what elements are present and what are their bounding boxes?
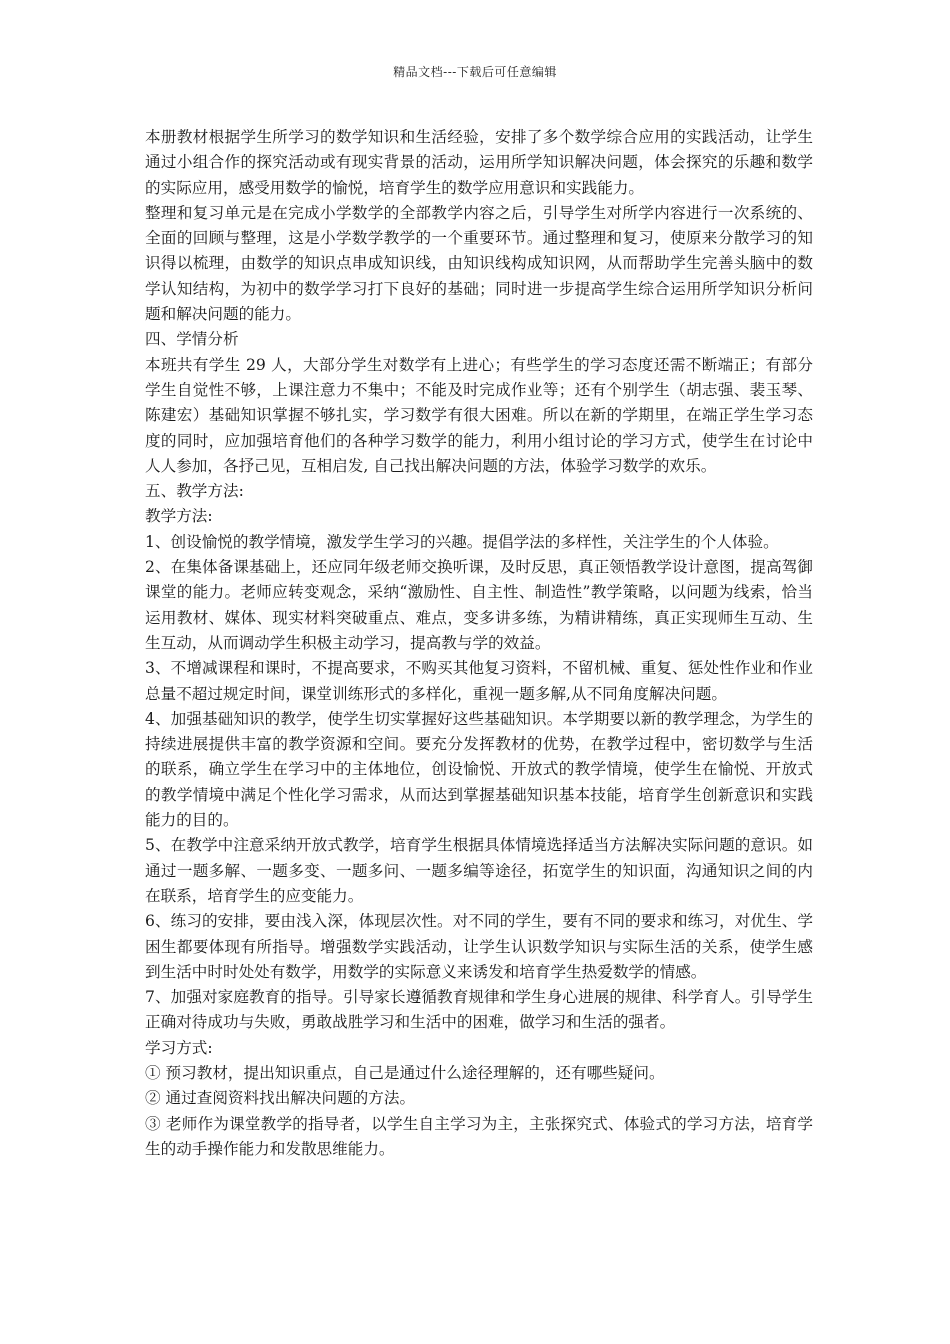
method-item-3: 3、不增减课程和课时，不提高要求，不购买其他复习资料，不留机械、重复、惩处性作业和作业总量不超过规定时间，课堂训练形式的多样化，重视一题多解,从不同角度解决问题。: [145, 659, 813, 703]
method-item-2: 2、在集体备课基础上，还应同年级老师交换听课，及时反思，真正领悟教学设计意图，提高驾御课堂的能力。老师应转变观念，采纳“激励性、自主性、制造性”教学策略，以问题为线索，恰当运用教材、媒体、现实材料突破重点、难点，变多讲多练，为精讲精练，真正实现师生互动、生生互动，从而调动学生积极主动学习，提高教与学的效益。: [145, 558, 813, 652]
subheading-teaching-methods: 教学方法:: [145, 507, 213, 526]
section-heading-student-analysis: 四、学情分析: [145, 330, 239, 349]
section-heading-teaching-methods: 五、教学方法:: [145, 482, 244, 501]
method-item-6: 6、练习的安排，要由浅入深，体现层次性。对不同的学生，要有不同的要求和练习，对优生、学困生都要体现有所指导。增强数学实践活动，让学生认识数学知识与实际生活的关系，使学生感到生活中时时处处有数学，用数学的实际意义来诱发和培育学生热爱数学的情感。: [145, 912, 813, 981]
paragraph-review-unit: 整理和复习单元是在完成小学数学的全部教学内容之后，引导学生对所学内容进行一次系统的、全面的回顾与整理，这是小学数学教学的一个重要环节。通过整理和复习，使原来分散学习的知识得以梳理，由数学的知识点串成知识线，由知识线构成知识网，从而帮助学生完善头脑中的数学认知结构，为初中的数学学习打下良好的基础；同时进一步提高学生综合运用所学知识分析问题和解决问题的能力。: [145, 203, 813, 324]
document-body: [145, 125, 813, 1162]
learning-item-2: ② 通过查阅资料找出解决问题的方法。: [145, 1089, 416, 1108]
page-header: 精品文档---下载后可任意编辑: [393, 65, 557, 79]
subheading-learning-methods: 学习方式:: [145, 1038, 213, 1057]
method-item-7: 7、加强对家庭教育的指导。引导家长遵循教育规律和学生身心进展的规律、科学育人。引导学生正确对待成功与失败，勇敢战胜学习和生活中的困难，做学习和生活的强者。: [145, 988, 813, 1032]
learning-item-1: ① 预习教材，提出知识重点，自己是通过什么途径理解的，还有哪些疑问。: [145, 1063, 665, 1082]
learning-item-3: ③ 老师作为课堂教学的指导者，以学生自主学习为主，主张探究式、体验式的学习方法，培育学生的动手操作能力和发散思维能力。: [145, 1114, 813, 1158]
paragraph-student-analysis: 本班共有学生 29 人，大部分学生对数学有上进心；有些学生的学习态度还需不断端正；有部分学生自觉性不够，上课注意力不集中；不能及时完成作业等；还有个别学生（胡志强、裴玉琴、陈建宏）基础知识掌握不够扎实，学习数学有很大困难。所以在新的学期里，在端正学生学习态度的同时，应加强培育他们的各种学习数学的能力，利用小组讨论的学习方式，使学生在讨论中人人参加，各抒己见，互相启发, 自己找出解决问题的方法，体验学习数学的欢乐。: [145, 355, 813, 475]
method-item-1: 1、创设愉悦的教学情境，激发学生学习的兴趣。提倡学法的多样性，关注学生的个人体验。: [145, 532, 779, 551]
method-item-5: 5、在教学中注意采纳开放式教学，培育学生根据具体情境选择适当方法解决实际问题的意识。如通过一题多解、一题多变、一题多问、一题多编等途径，拓宽学生的知识面，沟通知识之间的内在联系，培育学生的应变能力。: [145, 836, 813, 905]
paragraph-textbook-intro: 本册教材根据学生所学习的数学知识和生活经验，安排了多个数学综合应用的实践活动，让学生通过小组合作的探究活动或有现实背景的活动，运用所学知识解决问题，体会探究的乐趣和数学的实际应用，感受用数学的愉悦，培育学生的数学应用意识和实践能力。: [145, 128, 813, 197]
method-item-4: 4、加强基础知识的教学，使学生切实掌握好这些基础知识。本学期要以新的教学理念，为学生的持续进展提供丰富的教学资源和空间。要充分发挥教材的优势，在教学过程中，密切数学与生活的联系，确立学生在学习中的主体地位，创设愉悦、开放式的教学情境，使学生在愉悦、开放式的教学情境中满足个性化学习需求，从而达到掌握基础知识基本技能，培育学生创新意识和实践能力的目的。: [145, 709, 813, 830]
